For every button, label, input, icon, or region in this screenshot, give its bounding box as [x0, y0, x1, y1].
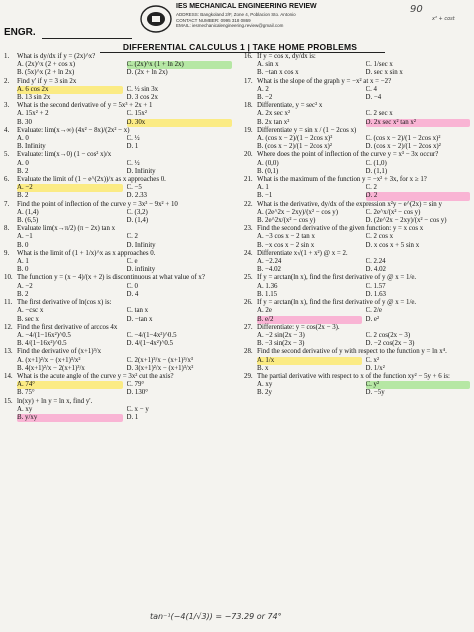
question-number: 5.: [4, 151, 10, 159]
answer-options: [17, 184, 232, 200]
answer-option: D. infinity: [126, 266, 156, 274]
question-text: What is dy/dx if y = (2x)^x?: [17, 53, 96, 60]
question-number: 23.: [244, 225, 253, 233]
question-number: 18.: [244, 102, 253, 110]
question-text: ln(xy) + ln y = ln x, find y'.: [17, 397, 93, 405]
answer-option: D. −4: [365, 94, 382, 102]
answer-option: B. 4(x+1)²/x − 2(x+1)³/x: [17, 364, 85, 372]
answer-option: D. e²: [365, 315, 380, 323]
answer-option: B. 0: [17, 266, 29, 274]
right-question-column: [244, 53, 470, 398]
answer-option: C. (cos x − 2)/(1 − 2cos x)²: [365, 135, 441, 143]
answer-option: B. −3 sin(2x − 3): [257, 340, 305, 348]
answer-option: D. (2e^2x − 2xy)/(x² − cos y): [365, 217, 447, 225]
question-item: [244, 373, 470, 398]
page-title: DIFFERENTIAL CALCULUS 1 | TAKE HOME PROBLEMS: [122, 42, 358, 52]
answer-options: [257, 258, 470, 274]
question-text: What is the second derivative of y = 5x³ + 2x + 1: [17, 102, 153, 110]
question-number: 7.: [4, 200, 10, 208]
answer-option: D. x cos x + 5 sin x: [365, 241, 420, 249]
answer-option: A. 2: [257, 85, 269, 93]
answer-option: A. (1,4): [17, 208, 39, 216]
question-number: 1.: [4, 53, 10, 60]
answer-option: A. 0: [17, 135, 29, 143]
answer-option: B. −4.02: [257, 266, 281, 274]
highlighted-answer-option: A. −2: [17, 184, 123, 192]
question-number: 8.: [4, 225, 10, 233]
question-text: Find the second derivative of y with respect to the function y = ln x⁴.: [257, 348, 447, 356]
answer-options: [257, 307, 470, 323]
answer-options: [17, 283, 232, 299]
highlighted-answer-option: B. e/2: [257, 316, 362, 324]
question-number: 10.: [4, 274, 13, 282]
answer-option: A. −3 cos x − 2 tan x: [257, 233, 315, 241]
answer-option: C. 2: [365, 184, 377, 192]
answer-option: D. Infinity: [126, 241, 156, 249]
answer-option: D. 4.02: [365, 266, 386, 274]
question-item: [4, 176, 232, 201]
answer-option: D. 4/(1−4x²)^0.5: [126, 340, 174, 348]
highlighted-answer-option: A. 74°: [17, 381, 123, 389]
question-number: 16.: [244, 53, 253, 60]
answer-option: D. 4: [126, 290, 139, 298]
question-number: 11.: [4, 299, 13, 307]
question-text: Find the second derivative of the given function: y = x cos x: [257, 225, 424, 233]
answer-option: D. −2 cos(2x − 3): [365, 340, 415, 348]
answer-option: B. 2y: [257, 389, 272, 397]
answer-option: A. 1.36: [257, 282, 278, 290]
answer-option: B. 2: [17, 290, 29, 298]
question-text: If y = arctan(ln x), find the first derivative of y @ x = 1/e.: [257, 299, 417, 307]
answer-option: C. 2.24: [365, 258, 386, 266]
answer-option: B. (5x)^x (2 + ln 2x): [17, 69, 75, 77]
question-number: 24.: [244, 249, 253, 257]
answer-options: [17, 110, 232, 126]
question-item: [4, 127, 232, 152]
question-number: 2.: [4, 77, 10, 85]
answer-option: A. sin x: [257, 61, 279, 69]
answer-option: A. 2x sec x²: [257, 110, 291, 118]
answer-option: D. (cos x − 2)/(1 − 2cos x)²: [365, 143, 441, 151]
question-text: Find the derivative of (x+1)³/x: [17, 348, 102, 356]
answer-option: B. sec x: [17, 315, 40, 323]
answer-option: D. 130°: [126, 389, 149, 397]
answer-option: A. −4/(1−16x²)^0.5: [17, 331, 71, 339]
answer-option: B. Infinity: [17, 143, 46, 151]
question-number: 6.: [4, 176, 10, 184]
answer-options: [257, 61, 470, 77]
answer-option: C. 2 cos x: [365, 233, 394, 241]
highlighted-answer-option: D. 2x sec x² tan x²: [366, 119, 471, 127]
highlighted-answer-option: D. 2: [366, 192, 471, 200]
question-number: 27.: [244, 323, 253, 331]
review-center-logo: [140, 4, 172, 34]
answer-option: C. 15x²: [126, 110, 147, 118]
question-item: [4, 102, 232, 127]
question-text: Evaluate: lim(x→∞) (4x² − 8x)/(2x² − x): [17, 126, 130, 134]
answer-options: [17, 381, 232, 397]
question-number: 28.: [244, 348, 253, 356]
question-text: What is the maximum of the function y = −x² + 3x, for x ≥ 1?: [257, 176, 427, 184]
answer-option: D. 2.33: [126, 192, 147, 200]
answer-option: A. (0,0): [257, 159, 279, 167]
question-item: [4, 250, 232, 275]
answer-option: C. x²: [365, 356, 380, 364]
answer-option: B. 0: [17, 241, 29, 249]
question-text: Evaluate: lim(x→0) (1 − cos² x)/x: [17, 151, 112, 159]
question-number: 17.: [244, 77, 253, 85]
name-label: ENGR.: [4, 27, 36, 38]
question-number: 26.: [244, 299, 253, 307]
answer-option: C. 1.57: [365, 282, 386, 290]
answer-option: D. −5y: [365, 389, 385, 397]
answer-option: C. ½: [126, 135, 140, 143]
answer-option: A. (2e^2x − 2xy)/(x² − cos y): [257, 208, 339, 216]
answer-option: D. (2x + ln 2x): [126, 69, 168, 77]
answer-option: A. (cos x − 2)/(1 − 2cos x)²: [257, 135, 333, 143]
org-contact: ADDRESS: Bangkoland 2/F, Zone 4, Poblacion Sto. Antonio CONTACT NUMBER: 0995 318 0869 EMAIL: iesmechanicalengineering.review@gmail.com: [176, 12, 296, 28]
question-item: [244, 151, 470, 176]
handwritten-footer-note: tan⁻¹(−4(1/√3)) = −73.29 or 74°: [150, 612, 282, 621]
answer-options: [257, 184, 470, 200]
question-item: [244, 274, 470, 299]
answer-options: [257, 332, 470, 348]
name-line: [42, 38, 132, 39]
question-text: What is the limit of (1 + 1/x)^x as x approaches 0.: [17, 249, 156, 257]
question-number: 4.: [4, 126, 10, 134]
answer-option: D. 1: [126, 413, 139, 421]
answer-option: B. −2: [257, 94, 273, 102]
answer-option: B. 2e^2x/(x² − cos y): [257, 217, 316, 225]
answer-option: C. 79°: [126, 381, 145, 389]
question-item: [244, 348, 470, 373]
answer-options: [257, 209, 470, 225]
answer-options: [257, 381, 470, 397]
org-name: IES MECHANICAL ENGINEERING REVIEW: [176, 3, 317, 10]
answer-option: B. x: [257, 364, 269, 372]
answer-option: A. 2e: [257, 307, 272, 315]
answer-options: [257, 135, 470, 151]
answer-options: [17, 86, 232, 102]
question-item: [4, 299, 232, 324]
question-item: [4, 225, 232, 250]
question-text: What is the acute angle of the curve y = 3x² cut the axis?: [17, 372, 174, 380]
answer-option: B. 2: [17, 167, 29, 175]
answer-option: C. ½ sin 3x: [126, 85, 159, 93]
answer-option: A. 1: [257, 184, 269, 192]
question-text: Evaluate the limit of (1 − e^(2x))/x as x approaches 0.: [17, 176, 166, 184]
question-number: 12.: [4, 323, 13, 331]
answer-options: [17, 357, 232, 373]
question-number: 22.: [244, 200, 253, 208]
highlighted-answer-option: B. y/xy: [17, 414, 123, 422]
question-item: [4, 53, 232, 78]
answer-option: C. (3,2): [126, 208, 148, 216]
answer-option: C. 2/e: [365, 307, 382, 315]
left-question-column: [4, 53, 232, 422]
answer-option: A. 15x² + 2: [17, 110, 49, 118]
question-item: [4, 151, 232, 176]
question-text: Where does the point of inflection of the curve y = x³ − 3x occur?: [257, 151, 439, 159]
question-item: [244, 102, 470, 127]
answer-option: C. 4: [365, 85, 377, 93]
question-number: 21.: [244, 176, 253, 184]
answer-option: B. 1.15: [257, 290, 278, 298]
answer-option: C. ½: [126, 159, 140, 167]
question-item: [4, 201, 232, 226]
answer-options: [17, 406, 232, 422]
answer-option: C. 0: [126, 282, 138, 290]
question-item: [244, 127, 470, 152]
answer-option: C. 2e^x/(x² − cos y): [365, 208, 421, 216]
question-number: 20.: [244, 151, 253, 159]
answer-option: C. 1/sec x: [365, 61, 393, 69]
answer-option: C. 2: [126, 233, 138, 241]
question-item: [4, 274, 232, 299]
answer-options: [17, 258, 232, 274]
answer-option: B. −1: [257, 192, 273, 200]
question-number: 19.: [244, 126, 253, 134]
highlighted-answer-option: C. y²: [366, 381, 471, 389]
highlighted-answer-option: D. 30x: [127, 119, 233, 127]
answer-option: A. −1: [17, 233, 33, 241]
answer-options: [257, 160, 470, 176]
answer-option: A. −2.24: [257, 258, 282, 266]
handwritten-score: 90: [410, 4, 423, 15]
question-number: 15.: [4, 397, 13, 405]
question-text: Differentiate y = sin x / (1 − 2cos x): [257, 126, 357, 134]
question-number: 9.: [4, 249, 10, 257]
question-item: [244, 201, 470, 226]
question-item: [244, 176, 470, 201]
answer-options: [257, 233, 470, 249]
question-text: If y = cos x, dy/dx is:: [257, 53, 316, 60]
question-text: Find y' if y = 3 sin 2x: [17, 77, 77, 85]
answer-options: [17, 61, 232, 77]
answer-option: D. Infinity: [126, 167, 156, 175]
answer-option: B. 13 sin 2x: [17, 94, 51, 102]
question-item: [244, 299, 470, 324]
question-item: [244, 225, 470, 250]
answer-options: [17, 233, 232, 249]
answer-option: D. 1.63: [365, 290, 386, 298]
question-item: [244, 250, 470, 275]
answer-option: A. (x+1)²/x − (x+1)³/x²: [17, 356, 81, 364]
answer-option: B. 2x tan x²: [257, 118, 290, 126]
question-text: Differentiate, y = sec² x: [257, 102, 323, 110]
question-text: If y = arctan(ln x), find the first derivative of y @ x = 1/e.: [257, 274, 417, 282]
answer-option: C. e: [126, 258, 138, 266]
answer-option: B. 4/(1−16x²)^0.5: [17, 340, 67, 348]
question-number: 3.: [4, 102, 10, 110]
question-text: Find the point of inflection of the curve y = 3x³ − 9x² + 10: [17, 200, 178, 208]
question-number: 13.: [4, 348, 13, 356]
answer-option: C. 2 cos(2x − 3): [365, 331, 411, 339]
answer-options: [17, 160, 232, 176]
answer-option: D. 3(x+1)²/x − (x+1)³/x²: [126, 364, 194, 372]
answer-option: B. (0,1): [257, 167, 279, 175]
question-item: [4, 348, 232, 373]
answer-option: D. −tan x: [126, 315, 153, 323]
question-number: 29.: [244, 372, 253, 380]
answer-option: D. 1: [126, 143, 139, 151]
answer-option: B. 2: [17, 192, 29, 200]
answer-options: [257, 86, 470, 102]
answer-option: D. (1,4): [126, 217, 149, 225]
handwritten-corner-note: x² + cost: [432, 16, 455, 22]
question-text: What is the slope of the graph y = −x² at x = −2?: [257, 77, 392, 85]
highlighted-answer-option: A. 6 cos 2x: [17, 86, 123, 94]
answer-option: A. xy: [17, 405, 33, 413]
question-number: 25.: [244, 274, 253, 282]
answer-option: B. 30: [17, 118, 32, 126]
answer-option: A. −csc x: [17, 307, 44, 315]
question-item: [4, 398, 232, 423]
question-item: [244, 78, 470, 103]
answer-option: A. 0: [17, 159, 29, 167]
answer-option: B. (6,5): [17, 217, 39, 225]
answer-options: [257, 357, 470, 373]
answer-option: D. 3 cos 2x: [126, 94, 158, 102]
question-text: Evaluate lim(x→π/2) (π − 2x) tan x: [17, 225, 116, 233]
answer-option: A. xy: [257, 381, 273, 389]
question-item: [244, 324, 470, 349]
answer-option: C. 2 sec x: [365, 110, 393, 118]
answer-option: C. tan x: [126, 307, 149, 315]
answer-options: [17, 209, 232, 225]
answer-options: [17, 135, 232, 151]
answer-option: C. 2(x+1)³/x − (x+1)³/x³: [126, 356, 193, 364]
question-text: Differentiate x√(1 + x²) @ x = 2.: [257, 249, 348, 257]
answer-option: D. (1,1): [365, 167, 388, 175]
question-item: [4, 78, 232, 103]
answer-options: [17, 332, 232, 348]
highlighted-answer-option: C. (2x)^x (1 + ln 2x): [127, 61, 233, 69]
question-text: Find the first derivative of arccos 4x: [17, 323, 118, 331]
question-text: What is the derivative, dy/dx of the expression x²y − e^(2x) = sin y: [257, 200, 442, 208]
question-item: [244, 53, 470, 78]
answer-option: C. −5: [126, 184, 142, 192]
highlighted-answer-option: A. 1/x: [257, 357, 362, 365]
answer-options: [257, 110, 470, 126]
answer-options: [17, 307, 232, 323]
question-number: 14.: [4, 372, 13, 380]
answer-option: B. (cos x − 2)/(1 − 2cos x)²: [257, 143, 332, 151]
question-text: The function y = (x − 4)/(x + 2) is discontinuous at what value of x?: [17, 274, 205, 282]
answer-option: A. (2x)^x (2 + cos x): [17, 61, 76, 69]
answer-option: A. −2 sin(2x − 3): [257, 331, 305, 339]
answer-options: [257, 283, 470, 299]
answer-option: B. −tan x cos x: [257, 69, 299, 77]
question-item: [4, 373, 232, 398]
answer-option: C. −4/(1−4x²)^0.5: [126, 331, 177, 339]
answer-option: A. 1: [17, 258, 29, 266]
question-item: [4, 324, 232, 349]
answer-option: C. x − y: [126, 405, 149, 413]
answer-option: C. (1,0): [365, 159, 387, 167]
question-text: The first derivative of ln(cos x) is:: [17, 299, 112, 307]
question-text: The partial derivative with respect to x of the function xy² − 5y + 6 is:: [257, 372, 450, 380]
answer-option: D. sec x sin x: [365, 69, 403, 77]
answer-option: B. 75°: [17, 389, 35, 397]
answer-option: A. −2: [17, 282, 33, 290]
answer-option: D. 1/x²: [365, 364, 385, 372]
question-text: Differentiate: y = cos(2x − 3).: [257, 323, 340, 331]
answer-option: B. −x cos x − 2 sin x: [257, 241, 315, 249]
